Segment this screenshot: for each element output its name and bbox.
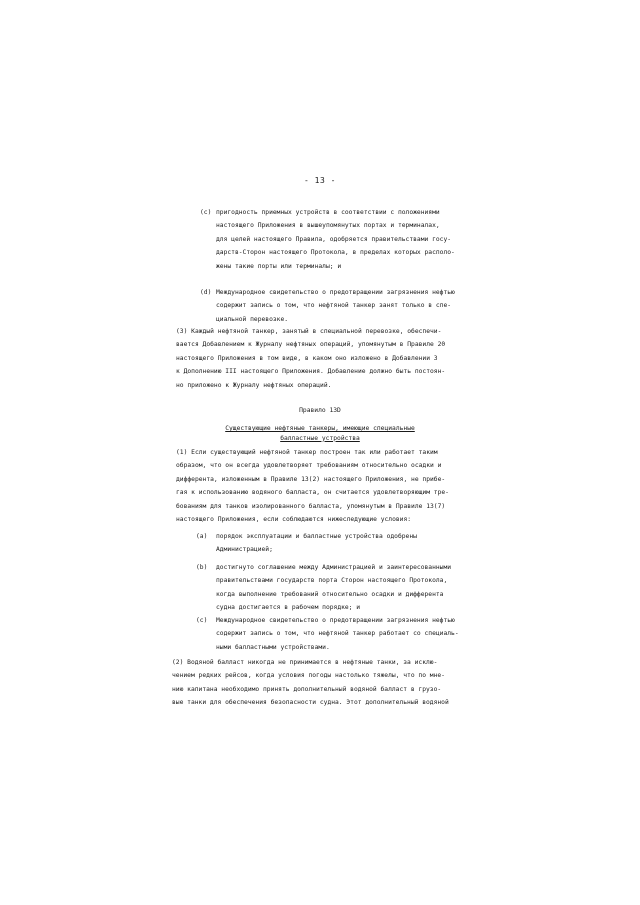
list-item-c-bottom	[196, 614, 459, 654]
list-marker: (d)	[200, 289, 212, 296]
text-line: циальной перевозке.	[216, 315, 289, 323]
paragraph-2	[172, 656, 449, 710]
paragraph-1	[176, 446, 449, 526]
list-item-d-top	[200, 286, 455, 326]
text-line: достигнуто соглашение между Администрацией и заинтересованными	[216, 564, 452, 571]
text-line: бованиям для танков изолированного балласта, упомянутым в Правиле 13(7)	[176, 502, 446, 510]
text-line: настоящего Приложения, если соблюдаются нижеследующие условия:	[176, 516, 412, 524]
list-item-text	[216, 530, 417, 557]
list-item-c-top	[200, 206, 455, 273]
rule-heading: Правило 13D	[299, 407, 341, 414]
text-line: вые танки для обеспечения безопасности судна. Этот дополнительный водяной	[172, 699, 449, 707]
subheading-line: балластные устройства	[280, 434, 360, 442]
text-line: правительствами государств порта Сторон настоящего Протокола,	[216, 577, 448, 585]
text-line: вается Добавлением к Журналу нефтяных операций, упомянутым в Правиле 20	[176, 341, 446, 349]
text-line: когда выполнение требований относительно осадки и дифферента	[216, 590, 444, 598]
text-line: (1) Если существующий нефтяной танкер построен так или работает таким	[176, 449, 438, 456]
text-line: (2) Водяной балласт никогда не принимается в нефтяные танки, за исклю-	[172, 659, 438, 666]
list-marker: (c)	[200, 209, 212, 216]
list-item-text	[216, 206, 455, 273]
text-line: содержит запись о том, что нефтяной танкер занят только в спе-	[216, 302, 452, 310]
text-line: для целей настоящего Правила, одобряется правительствами госу-	[216, 235, 452, 243]
list-marker: (b)	[196, 564, 208, 571]
text-line: Международное свидетельство о предотвращении загрязнения нефтью	[216, 617, 455, 624]
text-line: гая к использованию водяного балласта, он считается удовлетворяющим тре-	[176, 489, 449, 497]
text-line: судна достигается в рабочем порядке; и	[216, 604, 361, 612]
text-line: жены такие порты или терминалы; и	[216, 262, 342, 270]
text-line: дарств-Сторон настоящего Протокола, в пределах которых располо-	[216, 249, 455, 257]
text-line: дифферента, изложенным в Правиле 13(2) настоящего Приложения, не прибе-	[176, 475, 446, 483]
text-line: настоящего Приложения в том виде, в каком оно изложено в Добавлении 3	[176, 354, 438, 362]
text-line: Международное свидетельство о предотвращении загрязнения нефтью	[216, 289, 455, 296]
list-item-a	[196, 530, 417, 557]
text-line: Администрацией;	[216, 546, 273, 554]
list-item-text	[216, 286, 455, 326]
paragraph-3	[176, 325, 445, 392]
text-line: (3) Каждый нефтяной танкер, занятый в специальной перевозке, обеспечи-	[176, 328, 442, 335]
list-item-text	[216, 614, 459, 654]
text-line: пригодность приемных устройств в соответствии с положениями	[216, 209, 440, 216]
list-item-text	[216, 561, 451, 615]
list-marker: (a)	[196, 533, 208, 540]
list-marker: (c)	[196, 617, 208, 624]
text-line: содержит запись о том, что нефтяной танкер работает со специаль-	[216, 630, 459, 638]
list-item-b	[196, 561, 451, 615]
page-number: - 13 -	[304, 176, 336, 185]
subheading-line: Существующие нефтяные танкеры, имеющие специальные	[225, 425, 415, 432]
text-line: к Дополнению III настоящего Приложения. Добавление должно быть постоян-	[176, 368, 446, 376]
text-line: порядок эксплуатации и балластные устройства одобрены	[216, 533, 417, 540]
text-line: образом, что он всегда удовлетворяет требованиям относительно осадки и	[176, 462, 442, 470]
text-line: ными балластными устройствами.	[216, 643, 330, 651]
text-line: но приложено к Журналу нефтяных операций.	[176, 381, 332, 389]
text-line: настоящего Приложения в вышеупомянутых портах и терминалах,	[216, 222, 440, 230]
text-line: чением редких рейсов, когда условия погоды настолько тяжелы, что по мне-	[172, 672, 445, 680]
rule-subheading	[0, 424, 640, 443]
text-line: нию капитана необходимо принять дополнительный водяной балласт в грузо-	[172, 685, 442, 693]
